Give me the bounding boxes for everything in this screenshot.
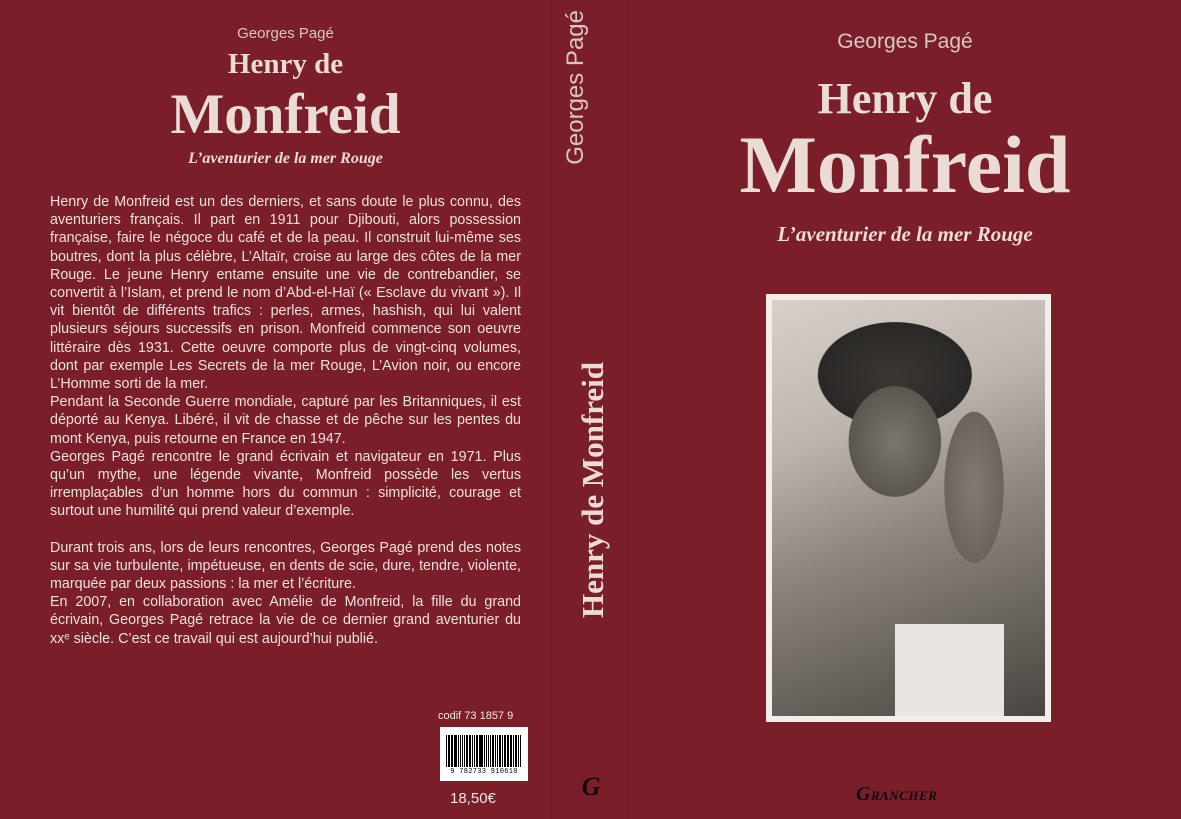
- barcode-bar: [462, 735, 463, 767]
- barcode-bar: [518, 735, 519, 767]
- barcode-bar: [515, 735, 518, 767]
- front-author: Georges Pagé: [837, 30, 973, 53]
- back-subtitle: L’aventurier de la mer Rouge: [188, 150, 383, 167]
- barcode-bar: [480, 735, 483, 767]
- barcode-bar: [446, 735, 447, 767]
- publisher-logo-initial: G: [856, 783, 871, 805]
- spine: [551, 0, 629, 819]
- spine-author: Georges Pagé: [562, 10, 589, 165]
- barcode-bar: [490, 735, 491, 767]
- blurb-paragraph: Durant trois ans, lors de leurs rencontres, Georges Pagé prend des notes sur sa vie turbulente, impétueuse, en dents de scie, dure, tendre, violente, marquée par deux passions : la mer et l’écriture.: [50, 539, 521, 593]
- barcode-bar: [502, 735, 503, 767]
- barcode-bar: [484, 735, 485, 767]
- back-title-line2: Monfreid: [170, 83, 401, 146]
- barcode-bar: [472, 735, 473, 767]
- publisher-logo-rest: RANCHER: [870, 788, 938, 803]
- barcode-bar: [495, 735, 496, 767]
- spine-title: Henry de Monfreid: [575, 361, 610, 618]
- barcode-bar: [454, 735, 457, 767]
- portrait-photo-frame: [766, 294, 1051, 722]
- barcode-bar: [466, 735, 468, 767]
- blurb-paragraph: Georges Pagé rencontre le grand écrivain et navigateur en 1971. Plus qu’un mythe, une légende vivante, Monfreid possède les vertus irremplaçables d’un homme hors du commun : simplicité, courage et surtout une humilité qui prend valeur d’exemple.: [50, 448, 521, 520]
- front-title-line1: Henry de: [817, 74, 993, 123]
- price-label: 18,50€: [450, 790, 496, 807]
- barcode-bar: [479, 735, 480, 767]
- spine-publisher-logo: G: [581, 772, 601, 801]
- barcode-bar: [451, 735, 452, 767]
- barcode-bar: [507, 735, 508, 767]
- barcode-bar: [488, 735, 490, 767]
- blurb-paragraph: Pendant la Seconde Guerre mondiale, capturé par les Britanniques, il est déporté au Kenya. Libéré, il vit de chasse et de pêche sur les pentes du mont Kenya, puis retourne en France en 1947.: [50, 394, 521, 447]
- barcode-bar: [520, 735, 521, 767]
- barcode-bar: [492, 735, 494, 767]
- barcode-bar: [504, 735, 506, 767]
- back-blurb: [50, 193, 521, 648]
- blurb-paragraph: Henry de Monfreid est un des derniers, et sans doute le plus connu, des aventuriers français. Il part en 1911 pour Djibouti, alors possession française, faire le négoce du café et de la peau. Il construit lui-même ses boutres, dont la plus célèbre, L’Altaïr, croise au large des côtes de la mer Rouge. Le jeune Henry entame ensuite une vie de contrebandier, se convertit à l’Islam, et prend le nom d’Abd-el-Haï (« Esclave du vivant »). Il vit bientôt de différents trafics : perles, armes, hashish, qui lui valent plusieurs séjours successifs en prison. Monfreid commence son oeuvre littéraire dès 1931. Cette oeuvre comporte plus de vingt-cinq volumes, dont par exemple Les Secrets de la mer Rouge, L’Avion noir, ou encore L’Homme sorti de la mer.: [50, 194, 521, 393]
- portrait-photo: [772, 300, 1045, 716]
- back-title-line1: Henry de: [227, 48, 344, 80]
- blurb-paragraph: En 2007, en collaboration avec Amélie de Monfreid, la fille du grand écrivain, Georges Pagé retrace la vie de ce dernier grand aventurier du xxᵉ siècle. C’est ce travail qui est aujourd’hui publié.: [50, 594, 521, 647]
- barcode-bar: [458, 735, 459, 767]
- front-subtitle: L’aventurier de la mer Rouge: [777, 222, 1033, 246]
- barcode-bar: [499, 735, 502, 767]
- back-author: Georges Pagé: [237, 25, 334, 42]
- barcode-bar: [469, 735, 472, 767]
- barcode-bar: [513, 735, 514, 767]
- barcode-bar: [510, 735, 512, 767]
- barcode-bar: [486, 735, 487, 767]
- barcode-bar: [460, 735, 462, 767]
- barcode-bar: [448, 735, 450, 767]
- front-cover: [629, 0, 1181, 819]
- barcode-number: 9 782733 910610: [450, 768, 518, 776]
- barcode-bar: [497, 735, 498, 767]
- barcode-icon: [446, 735, 522, 767]
- barcode-bar: [476, 735, 478, 767]
- barcode: [440, 727, 528, 781]
- barcode-bar: [464, 735, 465, 767]
- barcode-bar: [508, 735, 509, 767]
- barcode-bar: [474, 735, 475, 767]
- codif-label: codif 73 1857 9: [438, 710, 514, 722]
- back-cover: [0, 0, 551, 819]
- front-title-line2: Monfreid: [739, 119, 1071, 210]
- publisher-logo: [856, 783, 966, 806]
- barcode-bar: [452, 735, 453, 767]
- portrait-shirt: [895, 624, 1004, 716]
